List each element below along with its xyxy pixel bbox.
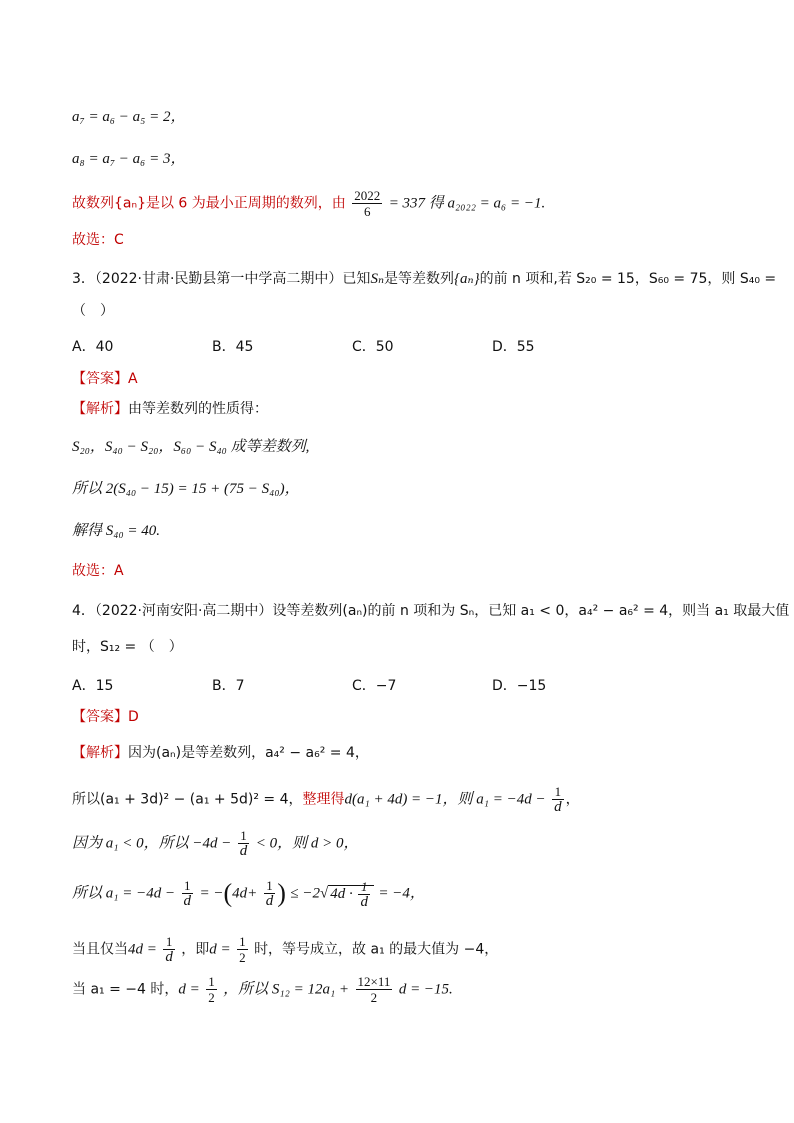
q3-choose: 故选：A <box>72 563 124 579</box>
q4-stem-2: 时，S₁₂ = （ ） <box>72 639 183 655</box>
q3-options <box>72 336 632 358</box>
q3-option-c: C．50 <box>352 339 394 355</box>
q4-analysis: 【解析】因为(aₙ)是等差数列，a₄² − a₆² = 4， <box>72 745 369 761</box>
q3-stem: 3．（2022·甘肃·民勤县第一中学高二期中）已知Sₙ是等差数列{aₙ}的前 n 项和,若 S₂₀ = 15，S₆₀ = 75，则 S₄₀ = <box>72 271 777 287</box>
q4-options <box>72 675 632 697</box>
q3-option-b: B．45 <box>212 339 254 355</box>
q3-seq: S₂₀，S₄₀ − S₂₀，S₆₀ − S₄₀ 成等差数列, <box>72 439 310 455</box>
q3-bracket: （ ） <box>72 303 114 319</box>
q4-stem-1: 4．（2022·河南安阳·高二期中）设等差数列(aₙ)的前 n 项和为 Sₙ，已知 a₁ < 0，a₄² − a₆² = 4，则当 a₁ 取最大值 <box>72 603 790 619</box>
q4-line4: 所以 a₁ = −4d − $\frac{1}{d}$ = −(4d+ $\frac{1}{d}$ ) ≤ −2√ 4d · $\frac{1}{d}$ = −4， <box>72 878 425 910</box>
q4-line6: 当 a₁ = −4 时，d = $\frac{1}{2}$ ，所以 S₁₂ = 12a₁ + $\frac{12\times 11}{2}$ d = −15. <box>72 974 453 1005</box>
q4-option-b: B．7 <box>212 678 245 694</box>
q3-answer: 【答案】A <box>72 371 138 387</box>
q3-so: 所以 2(S₄₀ − 15) = 15 + (75 − S₄₀)， <box>72 481 300 497</box>
q3-option-a: A．40 <box>72 339 114 355</box>
q4-option-c: C．−7 <box>352 678 397 694</box>
eq-a8: a₈ = a₇ − a₆ = 3， <box>72 151 186 167</box>
q3-solve: 解得 S₄₀ = 40. <box>72 523 161 539</box>
q4-line5: 当且仅当4d = $\frac{1}{d}$ ，即d = $\frac{1}{2}$ 时，等号成立，故 a₁ 的最大值为 −4， <box>72 934 499 965</box>
eq-a7: a₇ = a₆ − a₅ = 2， <box>72 109 186 125</box>
choose-c: 故选：C <box>72 232 124 248</box>
q3-option-d: D．55 <box>492 339 535 355</box>
q4-line3: 因为 a₁ < 0，所以 −4d − $\frac{1}{d}$ < 0，则 d > 0， <box>72 828 359 859</box>
period-conclusion: 故数列{aₙ}是以 6 为最小正周期的数列，由 $\frac{2022}{6}$ = 337 得 a₂₀₂₂ = a₆ = −1. <box>72 188 546 219</box>
q4-option-a: A．15 <box>72 678 114 694</box>
q3-analysis: 【解析】由等差数列的性质得： <box>72 401 268 417</box>
q4-option-d: D．−15 <box>492 678 547 694</box>
q4-answer: 【答案】D <box>72 709 139 725</box>
q4-line2: 所以(a₁ + 3d)² − (a₁ + 5d)² = 4，整理得d(a₁ + 4d) = −1，则 a₁ = −4d − $\frac{1}{d}$ ， <box>72 784 580 815</box>
